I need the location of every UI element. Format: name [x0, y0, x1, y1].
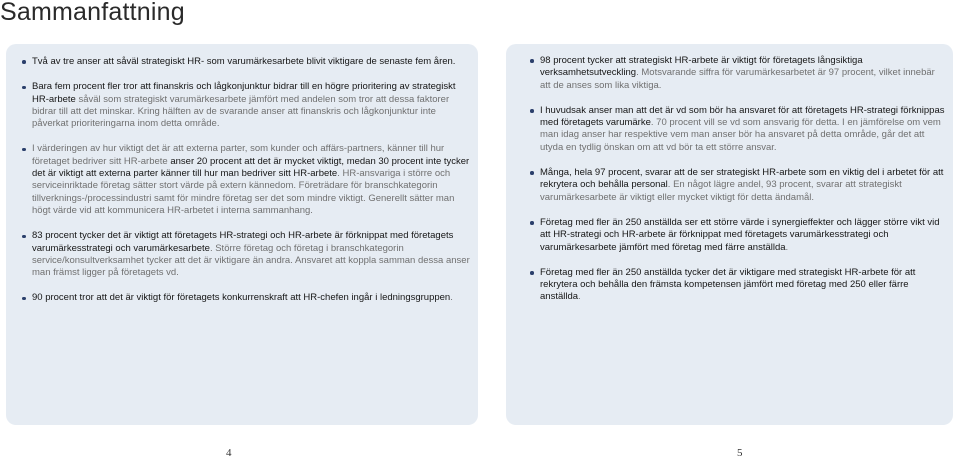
bullet-text-emphasis: Företag med fler än 250 anställda ser ett större värde i synergieffekter och lägger större vikt vid att HR-strategi och HR-arbete är förknippat med företagets varumärkesstrategi och varumärkesarbete jämfört med företag med färre anställda — [540, 216, 940, 253]
bullet-item — [540, 55, 945, 92]
bullet-text-emphasis: I huvudsak anser man att det är vd som bör ha ansvaret för att företagets HR-strategi förknippas med företagets varumärke — [540, 104, 945, 129]
bullet-list-right — [540, 55, 945, 317]
summary-panel-left — [6, 44, 478, 425]
bullet-item — [32, 81, 472, 130]
bullet-text: . Större företag och företag i branschkategorin service/konsultverksamhet tycker att det är viktigare än andra. Ansvaret att koppla samman dessa anser man främst ligger på företagets vd. — [32, 242, 470, 279]
bullet-item — [32, 292, 472, 304]
summary-panel-right — [506, 44, 953, 425]
bullet-item — [32, 143, 472, 217]
bullet-text: . HR-ansvariga i större och serviceinriktade företag sätter stort värde på extern kännedom. Företrädare för branschkategorin tillverknings-/processindustri samt för mindre företag ser det som mindre viktigt. Generellt sätter man högt värde vid att kommunicera HR-arbetet i interna sammanhang. — [32, 168, 455, 216]
bullet-text-emphasis: Bara fem procent fler tror att finanskris och lågkonjunktur bidrar till en högre prioritering av strategiskt HR-arbete — [32, 81, 456, 105]
page-number-left: 4 — [226, 447, 232, 459]
bullet-item — [540, 267, 945, 304]
bullet-text: såväl som strategiskt varumärkesarbete jämfört med andelen som tror att dessa faktorer bidrar till att det minskar. Kring hälften av de svarande anser att finanskris och lågkonjunktur inte påverkat prioriteringarna inom detta område. — [32, 93, 450, 130]
bullet-text-emphasis: anser 20 procent att det är mycket viktigt, medan 30 procent inte tycker det är viktigt att externa parter känner till hur man bedriver sitt HR-arbete — [32, 155, 470, 180]
bullet-text: . 70 procent vill se vd som ansvarig för detta. I en jämförelse om vem man idag anser har respektive vem man anser bör ha ansvaret på detta område, går det att utyda en tydlig önskan om att vd bör ta ett större ansvar. — [540, 117, 941, 153]
bullet-text: . — [578, 291, 581, 303]
bullet-text-emphasis: 83 procent tycker det är viktigt att företagets HR-strategi och HR-arbete är förknippat med företagets varumärkesstrategi och varumärkesarbete — [32, 230, 454, 254]
bullet-item — [540, 167, 945, 204]
bullet-text: . En något lägre andel, 93 procent, svarar att strategiskt varumärkesarbete är viktigt eller mycket viktigt för detta ändamål. — [540, 179, 902, 203]
bullet-text-emphasis: Många, hela 97 procent, svarar att de ser strategiskt HR-arbete som en viktig del i arbetet för att rekrytera och behålla personal — [540, 167, 944, 191]
bullet-item — [32, 230, 472, 279]
bullet-text-emphasis: Två av tre anser att såväl strategiskt HR- som varumärkesarbete blivit viktigare de senaste fem åren. — [32, 56, 456, 67]
page-number-right: 5 — [737, 447, 743, 459]
bullet-text: . Motsvarande siffra för varumärkesarbetet är 97 procent, vilket innebär att de anses som lika viktiga. — [540, 67, 935, 91]
bullet-text: I värderingen av hur viktigt det är att externa parter, som kunder och affärs-partners, känner till hur företaget bedriver sitt HR-arbete — [32, 143, 445, 167]
bullet-list-left — [32, 56, 472, 318]
bullet-text-emphasis: Företag med fler än 250 anställda tycker det är viktigare med strategiskt HR-arbete för att rekrytera och behålla den främsta kompetensen jämfört med företag med 250 eller färre anställda — [540, 266, 916, 303]
bullet-item — [32, 56, 472, 68]
page-title: Sammanfattning — [0, 0, 185, 26]
bullet-text: . — [785, 241, 789, 253]
bullet-text-emphasis: 98 procent tycker att strategiskt HR-arbete är viktigt för företagets långsiktiga verksamhetsutveckling — [540, 55, 863, 79]
bullet-item — [540, 217, 945, 254]
bullet-item — [540, 105, 945, 154]
bullet-text-emphasis: 90 procent tror att det är viktigt för företagets konkurrenskraft att HR-chefen ingår i ledningsgruppen — [32, 292, 451, 304]
bullet-text: . — [450, 292, 453, 304]
